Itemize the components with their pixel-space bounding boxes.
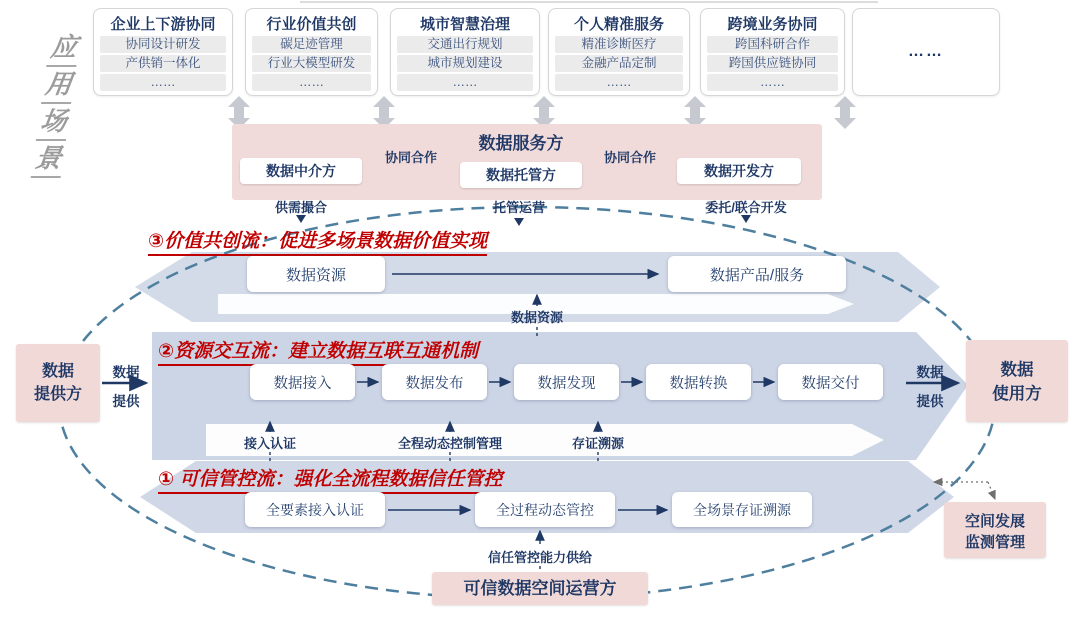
scenario-card-industry xyxy=(245,8,378,96)
operator-box: 可信数据空间运营方 xyxy=(432,572,648,605)
bridge-label-data-resource: 数据资源 xyxy=(510,310,563,325)
scenario-title: …… xyxy=(908,43,944,60)
role-data-broker: 数据中介方 xyxy=(240,158,362,184)
provider-line2: 提供方 xyxy=(33,386,82,403)
role-data-developer: 数据开发方 xyxy=(677,158,801,184)
control-access-auth: 接入认证 xyxy=(243,436,296,451)
scenario-title: 个人精准服务 xyxy=(573,16,664,33)
control-evidence-trace: 存证溯源 xyxy=(571,436,624,451)
scenario-card-crossborder xyxy=(700,8,845,96)
scenario-card-city xyxy=(390,8,540,96)
scenario-title: 企业上下游协同 xyxy=(110,16,216,33)
scenario-title: 行业价值共创 xyxy=(266,16,357,33)
flow2-box-discover: 数据发现 xyxy=(514,364,619,400)
collab-label-right: 协同合作 xyxy=(603,150,656,165)
scenario-card-enterprise xyxy=(93,8,233,96)
supply-label: 信任管控能力供给 xyxy=(487,550,592,565)
consumer-line1: 数据 xyxy=(1000,361,1034,379)
data-provider-box xyxy=(16,344,100,422)
flow1-box-access-auth: 全要素接入认证 xyxy=(245,492,385,527)
scenario-item: 跨国供应链协同 xyxy=(707,55,838,72)
function-matchmaking: 供需撮合 xyxy=(274,200,327,215)
scenario-item: 行业大模型研发 xyxy=(252,55,371,72)
consumer-line2: 使用方 xyxy=(992,385,1042,403)
function-entrusted-codev: 委托/联合开发 xyxy=(705,200,787,215)
side-label-char: 用 xyxy=(41,67,76,104)
flow2-box-publish: 数据发布 xyxy=(382,364,487,400)
scenario-card-personal xyxy=(548,8,690,96)
consumer-arrow-label-top: 数据 xyxy=(916,365,944,380)
provider-arrow-label-top: 数据 xyxy=(112,365,140,380)
data-consumer-box xyxy=(966,340,1068,422)
side-label-char: 场 xyxy=(36,104,71,141)
scenario-card-more xyxy=(852,8,1000,96)
provider-arrow-label-bottom: 提供 xyxy=(112,394,140,409)
flow3-box-data-product: 数据产品/服务 xyxy=(668,256,846,292)
scenario-item: …… xyxy=(397,74,533,91)
scenario-item: …… xyxy=(555,74,683,91)
collab-label-left: 协同合作 xyxy=(384,150,437,165)
scenario-item: 交通出行规划 xyxy=(397,36,533,53)
provider-line1: 数据 xyxy=(41,363,74,380)
flow1-box-evidence-trace: 全场景存证溯源 xyxy=(672,492,812,527)
data-service-title: 数据服务方 xyxy=(478,134,564,153)
scenario-item: 产供销一体化 xyxy=(100,55,226,72)
scenario-item: …… xyxy=(252,74,371,91)
scenario-item: …… xyxy=(707,74,838,91)
role-data-custodian: 数据托管方 xyxy=(460,162,582,188)
flow2-box-access: 数据接入 xyxy=(250,364,355,400)
flow2-title: ②资源交互流：建立数据互联互通机制 xyxy=(158,336,478,360)
scenario-item: 跨国科研合作 xyxy=(707,36,838,53)
function-custody-operation: 托管运营 xyxy=(492,200,545,215)
scenario-title: 跨境业务协同 xyxy=(727,16,818,33)
space-monitor-box xyxy=(944,502,1046,558)
control-dynamic-management: 全程动态控制管理 xyxy=(397,436,502,451)
scenario-item: 城市规划建设 xyxy=(397,55,533,72)
monitor-line2: 监测管理 xyxy=(964,534,1025,551)
scenario-item: 精准诊断医疗 xyxy=(555,36,683,53)
flow2-box-deliver: 数据交付 xyxy=(778,364,883,400)
side-label-char: 应 xyxy=(46,30,81,67)
scenario-item: 碳足迹管理 xyxy=(252,36,371,53)
scenario-item: …… xyxy=(100,74,226,91)
flow1-box-dynamic-control: 全过程动态管控 xyxy=(475,492,615,527)
scenario-item: 金融产品定制 xyxy=(555,55,683,72)
monitor-line1: 空间发展 xyxy=(964,513,1025,530)
scenario-title: 城市智慧治理 xyxy=(419,16,510,33)
flow3-title: ③价值共创流：促进多场景数据价值实现 xyxy=(148,226,487,250)
flow3-box-data-resource: 数据资源 xyxy=(247,256,385,292)
consumer-arrow-label-bottom: 提供 xyxy=(916,394,944,409)
flow2-box-transform: 数据转换 xyxy=(646,364,751,400)
flow1-title: ① 可信管控流：强化全流程数据信任管控 xyxy=(158,464,502,488)
side-label-char: 景 xyxy=(31,141,66,178)
scenario-item: 协同设计研发 xyxy=(100,36,226,53)
